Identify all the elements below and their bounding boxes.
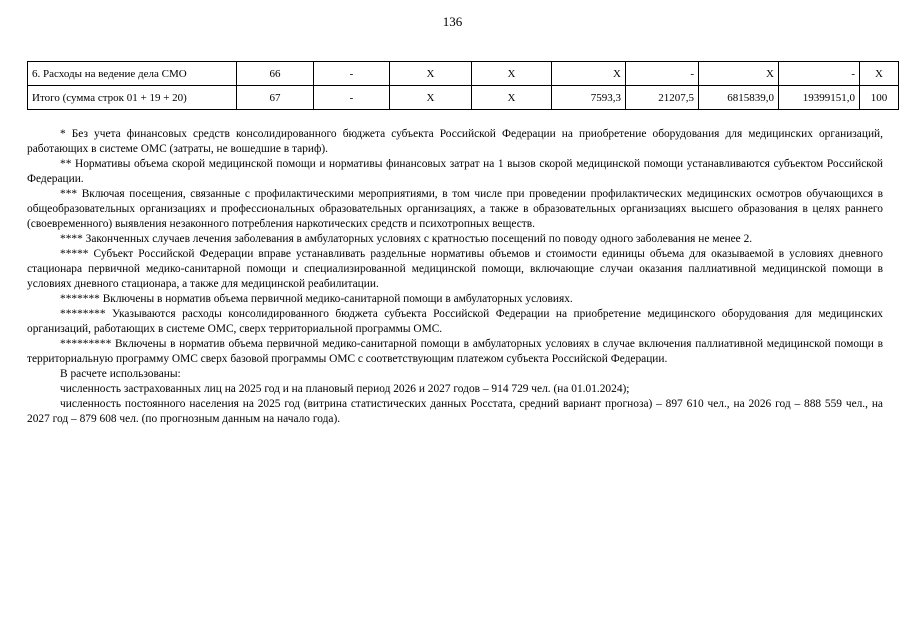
table-cell: 6815839,0 [699, 86, 779, 110]
table-cell: X [860, 62, 899, 86]
table-row [28, 86, 899, 110]
footnote-paragraph: * Без учета финансовых средств консолидированного бюджета субъекта Российской Федерации на приобретение оборудования для медицинских организаций, работающих в системе ОМС (затраты, не вошедшие в тариф). [27, 128, 883, 155]
summary-table [27, 61, 899, 110]
table-cell: 19399151,0 [779, 86, 860, 110]
footnote-paragraph: *** Включая посещения, связанные с профилактическими мероприятиями, в том числе при проведении профилактических медицинских осмотров обучающихся в общеобразовательных организациях и профессиональных образовательных организациях, а также в образовательных организациях высшего образования в целях раннего (своевременного) выявления незаконного потребления наркотических средств и психотропных веществ. [27, 188, 883, 230]
table-cell: X [472, 86, 552, 110]
footnote-paragraph: ***** Субъект Российской Федерации вправе устанавливать раздельные нормативы объемов и стоимости единицы объема для оказываемой в условиях дневного стационара первичной медико-санитарной помощи и специализированной медицинской помощи, включающие случаи оказания паллиативной медицинской помощи в условиях дневного стационара, а также для медицинской реабилитации. [27, 248, 883, 290]
footnote-paragraph: численность застрахованных лиц на 2025 год и на плановый период 2026 и 2027 годов – 914 729 чел. (на 01.01.2024); [60, 383, 630, 395]
summary-table-body [28, 62, 899, 110]
table-cell: X [472, 62, 552, 86]
table-cell: - [314, 86, 390, 110]
footnote-paragraph: ******** Указываются расходы консолидированного бюджета субъекта Российской Федерации на приобретение медицинского оборудования для медицинских организаций, работающих в системе ОМС, сверх территориальной программы ОМС. [27, 308, 883, 335]
footnote-paragraph: ********* Включены в норматив объема первичной медико-санитарной помощи в амбулаторных условиях в случае включения паллиативной медицинской помощи в территориальную программу ОМС сверх базовой программы ОМС с соответствующим платежом субъекта Российской Федерации. [27, 338, 883, 365]
footnote-paragraph: численность постоянного населения на 2025 год (витрина статистических данных Росстата, средний вариант прогноза) – 897 610 чел., на 2026 год – 888 559 чел., на 2027 год – 879 608 чел. (по прогнозным данным на начало года). [27, 398, 883, 425]
table-row [28, 62, 899, 86]
table-cell: X [390, 62, 472, 86]
table-cell: X [699, 62, 779, 86]
row-label: Итого (сумма строк 01 + 19 + 20) [28, 86, 237, 110]
row-label: 6. Расходы на ведение дела СМО [28, 62, 237, 86]
table-cell: X [390, 86, 472, 110]
table-cell: 100 [860, 86, 899, 110]
footnote-paragraph: В расчете использованы: [60, 368, 181, 380]
table-cell: - [626, 62, 699, 86]
table-cell: 66 [237, 62, 314, 86]
footnote-paragraph: **** Законченных случаев лечения заболевания в амбулаторных условиях с кратностью посещений по поводу одного заболевания не менее 2. [60, 233, 753, 245]
table-cell: - [779, 62, 860, 86]
table-cell: 7593,3 [552, 86, 626, 110]
page-number: 136 [442, 14, 463, 29]
table-cell: 67 [237, 86, 314, 110]
footnote-paragraph: ** Нормативы объема скорой медицинской помощи и нормативы финансовых затрат на 1 вызов скорой медицинской помощи устанавливаются субъектом Российской Федерации. [27, 158, 883, 185]
footnote-paragraph: ******* Включены в норматив объема первичной медико-санитарной помощи в амбулаторных условиях. [60, 293, 573, 305]
footnotes [27, 127, 883, 427]
table-cell: - [314, 62, 390, 86]
table-cell: X [552, 62, 626, 86]
table-cell: 21207,5 [626, 86, 699, 110]
